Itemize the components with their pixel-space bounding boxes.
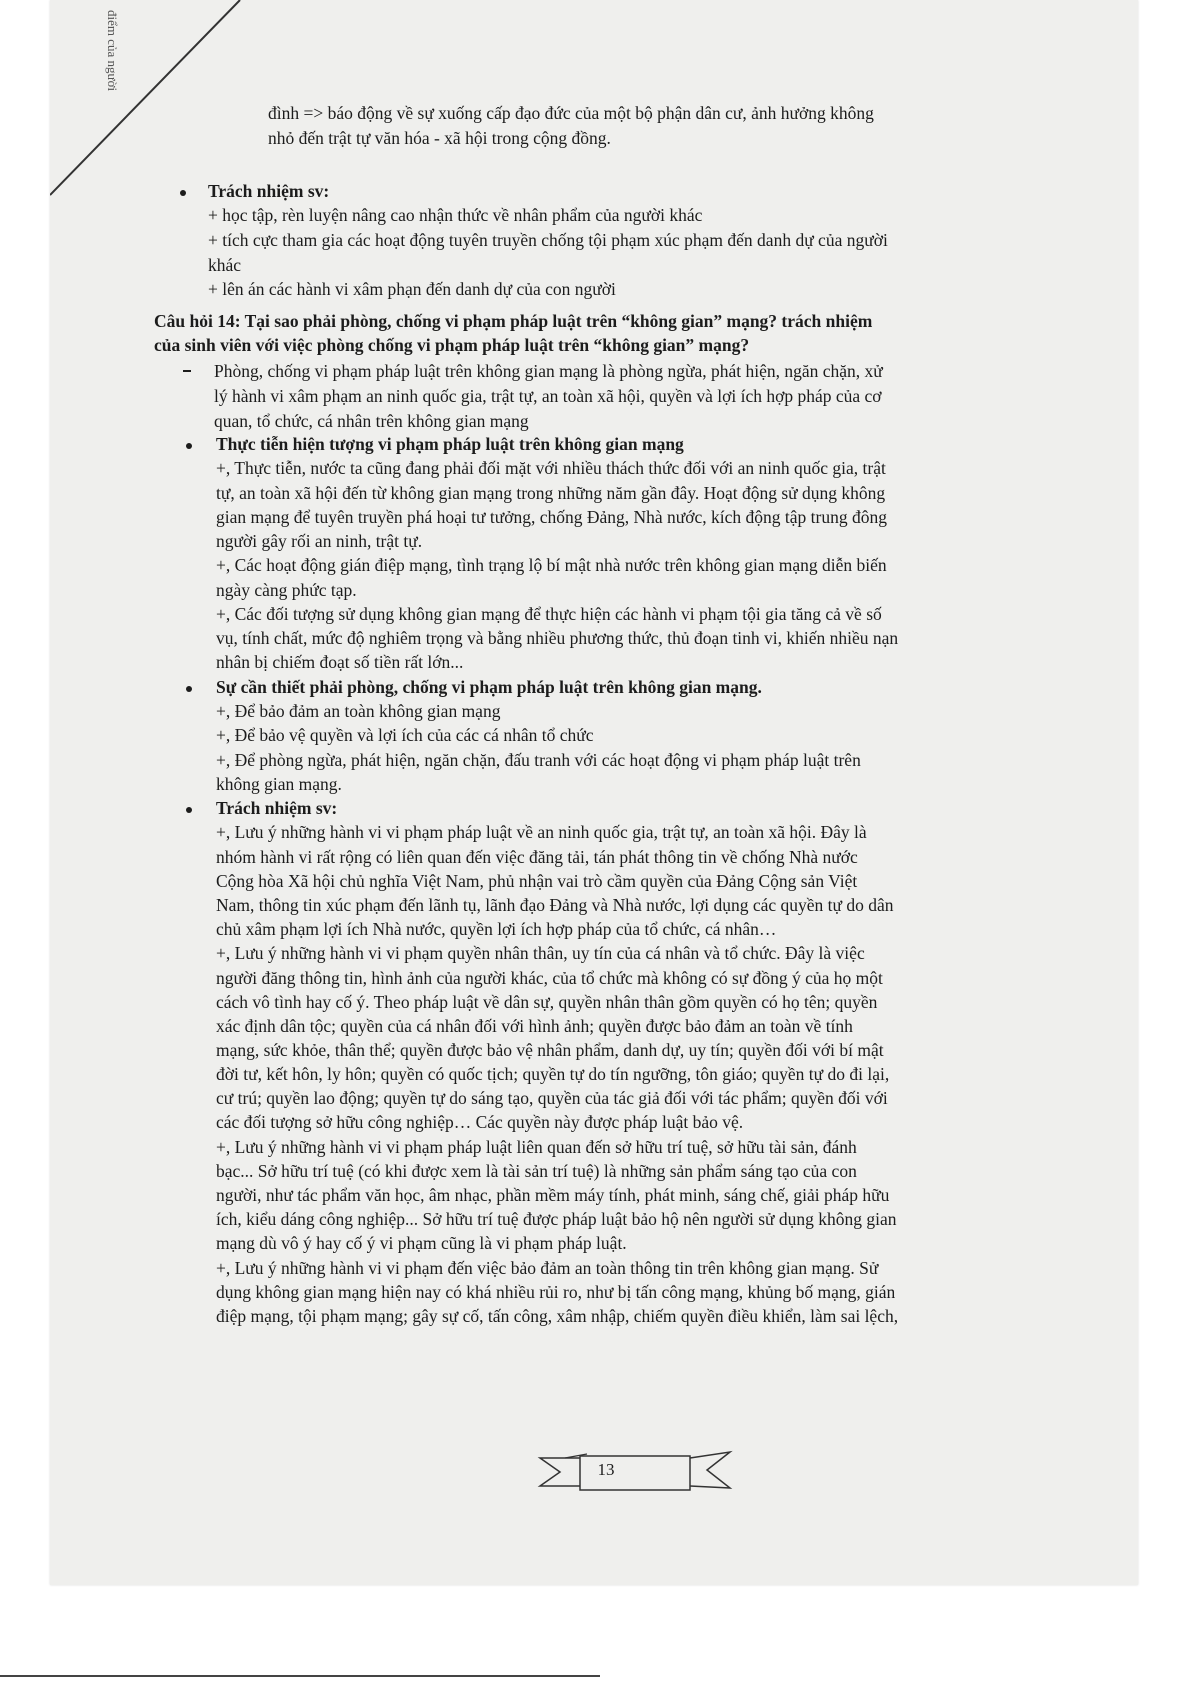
- resp2-line: xác định dân tộc; quyền của cá nhân đối với hình ảnh; quyền được bảo đảm an toàn về tính: [216, 1016, 853, 1036]
- bullet-dot: [186, 686, 192, 692]
- resp2-line: Cộng hòa Xã hội chủ nghĩa Việt Nam, phủ nhận vai trò cầm quyền của Đảng Cộng sản Việt: [216, 871, 858, 891]
- resp2-line: điệp mạng, tội phạm mạng; gây sự cố, tấn công, xâm nhập, chiếm quyền điều khiển, làm sai lệch,: [216, 1306, 899, 1326]
- resp2-line: nhóm hành vi rất rộng có liên quan đến việc đăng tải, tán phát thông tin về chống Nhà nước: [216, 847, 858, 867]
- resp2-line: người đăng thông tin, hình ảnh của người khác, của tổ chức mà không có sự đồng ý của họ một: [216, 968, 883, 988]
- resp2-line: +, Lưu ý những hành vi vi phạm pháp luật về an ninh quốc gia, trật tự, an toàn xã hội. Đây là: [216, 822, 867, 842]
- reality-line: +, Các đối tượng sử dụng không gian mạng để thực hiện các hành vi phạm tội gia tăng cả về số: [216, 604, 882, 624]
- definition-line: lý hành vi xâm phạm an ninh quốc gia, trật tự, an toàn xã hội, quyền và lợi ích hợp pháp của cơ: [214, 386, 882, 406]
- reality-line: +, Thực tiễn, nước ta cũng đang phải đối mặt với nhiều thách thức đối với an ninh quốc gia, trật: [216, 458, 886, 478]
- necessity-line: +, Để bảo vệ quyền và lợi ích của các cá nhân tổ chức: [216, 725, 594, 745]
- necessity-line: +, Để phòng ngừa, phát hiện, ngăn chặn, đấu tranh với các hoạt động vi phạm pháp luật trên: [216, 750, 861, 770]
- necessity-line: không gian mạng.: [216, 774, 342, 794]
- resp2-line: các đối tượng sở hữu công nghiệp… Các quyền này được pháp luật bảo vệ.: [216, 1112, 744, 1132]
- resp2-line: chủ xâm phạm lợi ích Nhà nước, quyền lợi ích hợp pháp của tổ chức, cá nhân…: [216, 919, 777, 939]
- necessity-line: +, Để bảo đảm an toàn không gian mạng: [216, 701, 501, 721]
- resp2-line: mạng dù vô ý hay cố ý vi phạm cũng là vi phạm pháp luật.: [216, 1233, 627, 1253]
- intro-line-1: đình => báo động về sự xuống cấp đạo đức của một bộ phận dân cư, ảnh hưởng không: [268, 103, 874, 123]
- resp2-title: Trách nhiệm sv:: [216, 798, 338, 818]
- resp2-line: ích, kiểu dáng công nghiệp... Sở hữu trí tuệ được pháp luật bảo hộ nên người sử dụng không gian: [216, 1209, 897, 1229]
- resp2-line: Nam, thông tin xúc phạm đến lãnh tụ, lãnh đạo Đảng và Nhà nước, lợi dụng các quyền tự do dân: [216, 895, 894, 915]
- document-body: [50, 0, 1138, 1585]
- definition-line: Phòng, chống vi phạm pháp luật trên không gian mạng là phòng ngừa, phát hiện, ngăn chặn, xử: [214, 361, 883, 381]
- reality-line: vụ, tính chất, mức độ nghiêm trọng và bằng nhiều phương thức, thủ đoạn tinh vi, khiến nhiều nạn: [216, 628, 899, 648]
- necessity-title: Sự cần thiết phải phòng, chống vi phạm pháp luật trên không gian mạng.: [216, 677, 762, 697]
- margin-note: điểm của người: [105, 10, 120, 92]
- resp1-line: + lên án các hành vi xâm phạn đến danh dự của con người: [208, 279, 616, 299]
- reality-line: +, Các hoạt động gián điệp mạng, tình trạng lộ bí mật nhà nước trên không gian mạng diễn biến: [216, 555, 887, 575]
- resp2-line: đời tư, kết hôn, ly hôn; quyền có quốc tịch; quyền tự do tín ngưỡng, tôn giáo; quyền tự do đi lại,: [216, 1064, 890, 1084]
- reality-line: gian mạng để tuyên truyền phá hoại tư tưởng, chống Đảng, Nhà nước, kích động tập trung đông: [216, 507, 887, 527]
- bullet-dot: [186, 443, 192, 449]
- resp2-line: +, Lưu ý những hành vi vi phạm pháp luật liên quan đến sở hữu trí tuệ, sở hữu tài sản, đánh: [216, 1137, 857, 1157]
- question-line-2: của sinh viên với việc phòng chống vi phạm pháp luật trên “không gian” mạng?: [154, 335, 750, 355]
- resp2-line: +, Lưu ý những hành vi vi phạm quyền nhân thân, uy tín của cá nhân và tổ chức. Đây là việc: [216, 943, 865, 963]
- resp1-title: Trách nhiệm sv:: [208, 181, 330, 201]
- bullet-dot: [186, 807, 192, 813]
- document-page: [50, 0, 1138, 1585]
- definition-line: quan, tổ chức, cá nhân trên không gian mạng: [214, 411, 529, 431]
- resp1-line: + học tập, rèn luyện nâng cao nhận thức về nhân phẩm của người khác: [208, 205, 703, 225]
- bullet-dot: [180, 190, 186, 196]
- resp2-line: dụng không gian mạng hiện nay có khá nhiều rủi ro, như bị tấn công mạng, khủng bố mạng, gián: [216, 1282, 896, 1302]
- reality-title: Thực tiễn hiện tượng vi phạm pháp luật trên không gian mạng: [216, 434, 684, 454]
- resp2-line: cư trú; quyền lao động; quyền tự do sáng tạo, quyền của tác giả đối với tác phẩm; quyền đối với: [216, 1088, 888, 1108]
- resp2-line: người, như tác phẩm văn học, âm nhạc, phần mềm máy tính, phát minh, sáng chế, giải pháp hữu: [216, 1185, 890, 1205]
- dash-marker: [183, 370, 191, 372]
- page-number: 13: [597, 1460, 615, 1479]
- reality-line: người gây rối an ninh, trật tự.: [216, 531, 423, 551]
- resp2-line: mạng, sức khỏe, thân thể; quyền được bảo vệ nhân phẩm, danh dự, uy tín; quyền đối với bí mật: [216, 1040, 884, 1060]
- resp2-line: bạc... Sở hữu trí tuệ (có khi được xem là tài sản trí tuệ) là những sản phẩm sáng tạo của con: [216, 1161, 857, 1181]
- question-line-1: Câu hỏi 14: Tại sao phải phòng, chống vi phạm pháp luật trên “không gian” mạng? trách nhiệm: [154, 311, 873, 331]
- resp2-line: cách vô tình hay cố ý. Theo pháp luật về dân sự, quyền nhân thân gồm quyền có họ tên; quyền: [216, 992, 878, 1012]
- reality-line: tự, an toàn xã hội đến từ không gian mạng trong những năm gần đây. Hoạt động sử dụng không: [216, 483, 886, 503]
- resp1-line: khác: [208, 255, 242, 275]
- reality-line: ngày càng phức tạp.: [216, 580, 357, 600]
- intro-line-2: nhỏ đến trật tự văn hóa - xã hội trong cộng đồng.: [268, 128, 611, 148]
- reality-line: nhân bị chiếm đoạt số tiền rất lớn...: [216, 652, 464, 672]
- resp2-line: +, Lưu ý những hành vi vi phạm đến việc bảo đảm an toàn thông tin trên không gian mạng. Sử: [216, 1258, 879, 1278]
- resp1-line: + tích cực tham gia các hoạt động tuyên truyền chống tội phạm xúc phạm đến danh dự của người: [208, 230, 888, 250]
- bottom-edge: [0, 1675, 600, 1677]
